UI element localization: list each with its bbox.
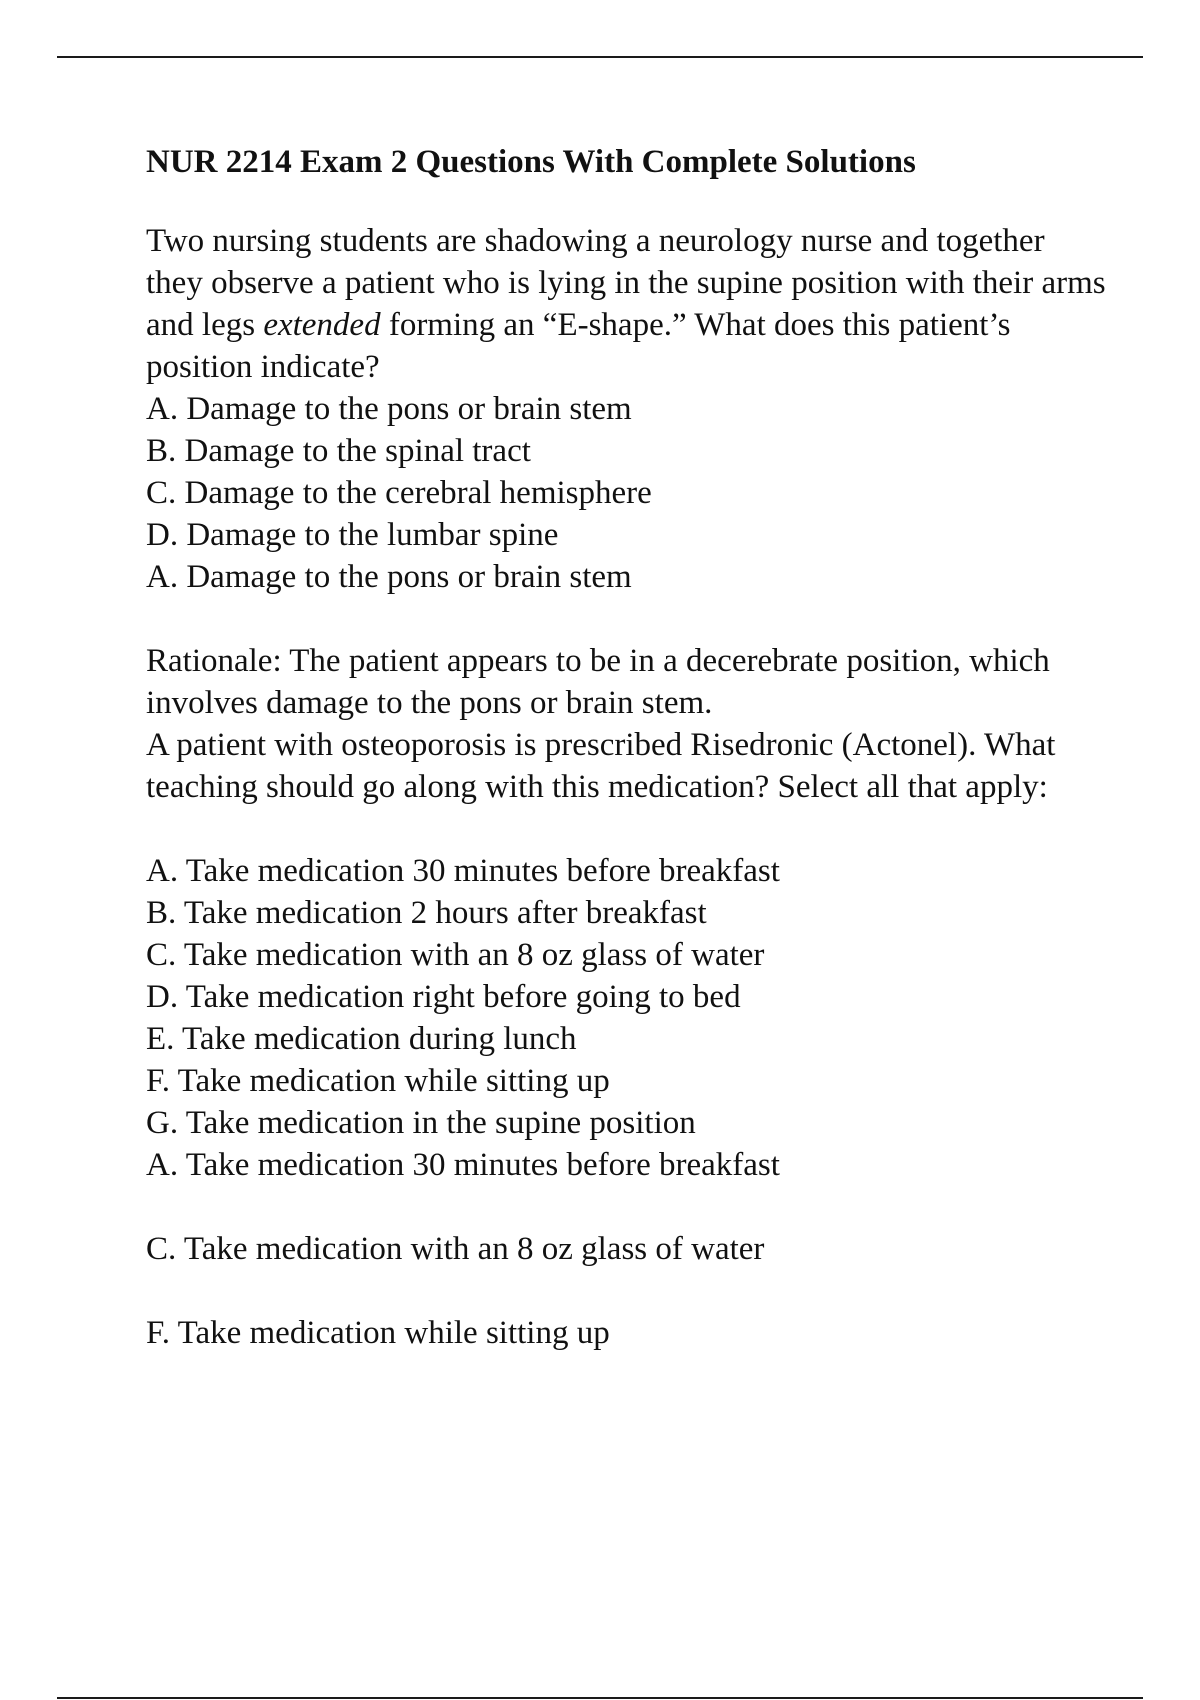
question-1-stem-text-end: forming an “E-shape.” What does this patient’s position indicate?: [146, 307, 1011, 385]
question-2-option-a: A. Take medication 30 minutes before breakfast: [146, 853, 780, 889]
question-1-option-a: A. Damage to the pons or brain stem: [146, 391, 632, 427]
question-2-option-e: E. Take medication during lunch: [146, 1021, 577, 1057]
question-2-answer-3: F. Take medication while sitting up: [146, 1315, 610, 1351]
spacer: [146, 808, 1106, 850]
top-rule: [57, 56, 1143, 58]
question-1-answer: A. Damage to the pons or brain stem: [146, 559, 632, 595]
question-2-answer-1: A. Take medication 30 minutes before breakfast: [146, 1147, 780, 1183]
question-1-option-d: D. Damage to the lumbar spine: [146, 517, 559, 553]
question-1-stem: [146, 220, 1106, 388]
spacer: [146, 1186, 1106, 1228]
question-1-stem-emphasis: extended: [263, 307, 381, 343]
question-2-answer-2: C. Take medication with an 8 oz glass of water: [146, 1231, 765, 1267]
question-2-option-c: C. Take medication with an 8 oz glass of water: [146, 937, 765, 973]
question-2-option-g: G. Take medication in the supine position: [146, 1105, 696, 1141]
spacer: [146, 1270, 1106, 1312]
spacer: [146, 598, 1106, 640]
question-1-rationale: Rationale: The patient appears to be in a decerebrate position, which involves damage to the pons or brain stem.: [146, 643, 1050, 721]
question-1-option-b: B. Damage to the spinal tract: [146, 433, 531, 469]
document-body: [146, 142, 1106, 1354]
bottom-rule: [57, 1697, 1143, 1699]
question-2-option-f: F. Take medication while sitting up: [146, 1063, 610, 1099]
question-1-option-c: C. Damage to the cerebral hemisphere: [146, 475, 652, 511]
question-1-stem-text: Two nursing students are shadowing a neurology nurse and together they observe a patient who is lying in the supine position with their arms and legs: [146, 223, 1106, 343]
question-2-option-b: B. Take medication 2 hours after breakfast: [146, 895, 707, 931]
question-2-stem: A patient with osteoporosis is prescribed Risedronic (Actonel). What teaching should go along with this medication? Select all that apply:: [146, 727, 1056, 805]
document-title: NUR 2214 Exam 2 Questions With Complete Solutions: [146, 144, 916, 180]
question-2-option-d: D. Take medication right before going to bed: [146, 979, 741, 1015]
